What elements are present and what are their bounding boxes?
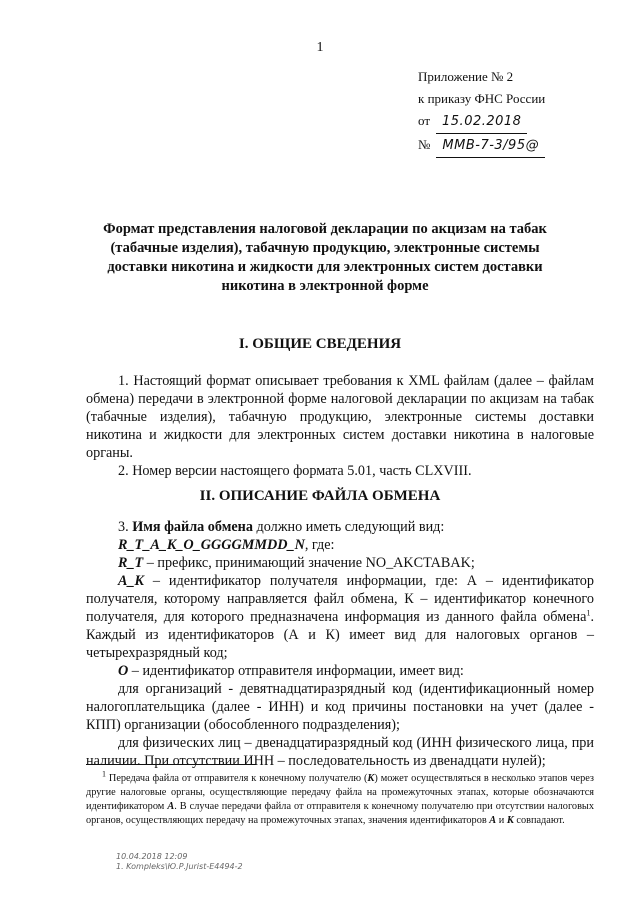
paragraph-3 (86, 518, 594, 536)
print-stamp (116, 852, 243, 872)
p3-rest: должно иметь следующий вид: (252, 519, 445, 535)
o-definition (86, 662, 594, 680)
rt-definition (86, 554, 594, 572)
file-name-term: Имя файла обмена (132, 519, 253, 535)
footnote-mark: 1 (102, 769, 106, 779)
number-prefix: № (418, 137, 431, 152)
ak-text-2: . Каждый из идентификаторов (А и К) имеет вид для налоговых органов – четырехразрядный код; (86, 609, 594, 661)
handwritten-number: ММВ-7-3/95@ (436, 135, 545, 158)
document-title: Формат представления налоговой декларации по акцизам на табак (табачные изделия), табачную продукцию, электронные системы доставки никотина и жидкости для электронных систем доставки никотина в электронной форме (103, 221, 547, 294)
handwritten-date: 15.02.2018 (436, 111, 527, 134)
appendix-order: к приказу ФНС России (418, 91, 546, 106)
file-name-pattern (86, 536, 594, 554)
footnote-text-3: . В случае передачи файла от отправителя к конечному получателю при отсутствии налоговых органов, осуществляющих передачу на промежуточных этапах, значения идентификаторов (86, 801, 594, 826)
o-text: – идентификатор отправителя информации, имеет вид: (128, 663, 464, 679)
paragraph-2: 2. Номер версии настоящего формата 5.01, часть CLXVIII. (118, 463, 472, 479)
footnote-ref: 1 (586, 608, 591, 618)
footnote-text-2: ) может осуществляться в несколько этапов через другие налоговые органы, осуществляющие передачу файла на промежуточных этапах, которые обозначаются идентификатором (86, 773, 594, 812)
stamp-line-2: 1. Kompleks\Ю.Р.Jurist-E4494-2 (116, 862, 243, 871)
pattern-code: R_T_A_K_O_GGGGMMDD_N (118, 537, 305, 553)
section-2-body (86, 518, 594, 770)
p3-num: 3. (118, 519, 133, 535)
appendix-block (418, 66, 545, 158)
appendix-number-row (418, 134, 545, 158)
page-number: 1 (316, 40, 324, 55)
pattern-suffix: , где: (304, 537, 335, 553)
footnote-a: А (167, 801, 175, 812)
ak-text: – идентификатор получателя информации, где: А – идентификатор получателя, которому направляется файл обмена, К – идентификатор конечного получателя, для которого предназначена информация из данного файла обмена (86, 573, 594, 625)
org-definition: для организаций - девятнадцатиразрядный код (идентификационный номер налогоплательщика (далее - ИНН) и код причины постановки на учет (далее - КПП) организации (обособленного подразделения); (86, 681, 594, 733)
stamp-line-1: 10.04.2018 12:09 (116, 852, 188, 861)
paragraph-1: 1. Настоящий формат описывает требования к XML файлам (далее – файлам обмена) передачи в электронной форме налоговой декларации по акцизам на табак (табачные изделия), табачную продукцию, электронные системы доставки никотина и жидкости для электронных систем доставки никотина в налоговые органы. (86, 373, 594, 461)
footnote-text-1: Передача файла от отправителя к конечному получателю ( (106, 773, 368, 784)
footnote-k-2: К (506, 815, 514, 826)
appendix-title: Приложение № 2 (418, 69, 514, 84)
appendix-date-row (418, 110, 545, 134)
section-1-body (86, 372, 594, 480)
footnote-text-4: и (496, 815, 507, 826)
footnote-separator (86, 764, 256, 765)
o-code: O (118, 663, 129, 679)
ak-code: A_K (118, 573, 145, 589)
footnote-a-2: А (489, 815, 497, 826)
rt-code: R_T (118, 555, 144, 571)
footnote-text-5: совпадают. (513, 815, 565, 826)
date-prefix: от (418, 113, 431, 128)
individual-definition: для физических лиц – двенадцатиразрядный код (ИНН физического лица, при наличии. При отсутствии ИНН – последовательность из двенадцати нулей); (86, 735, 594, 769)
footnote (86, 769, 594, 828)
ak-definition (86, 572, 594, 662)
section-2-heading: II. ОПИСАНИЕ ФАЙЛА ОБМЕНА (199, 488, 441, 504)
footnote-k: К (367, 773, 375, 784)
section-1-heading: I. ОБЩИЕ СВЕДЕНИЯ (238, 336, 402, 352)
rt-text: – префикс, принимающий значение NO_AKCTABAK; (143, 555, 475, 571)
